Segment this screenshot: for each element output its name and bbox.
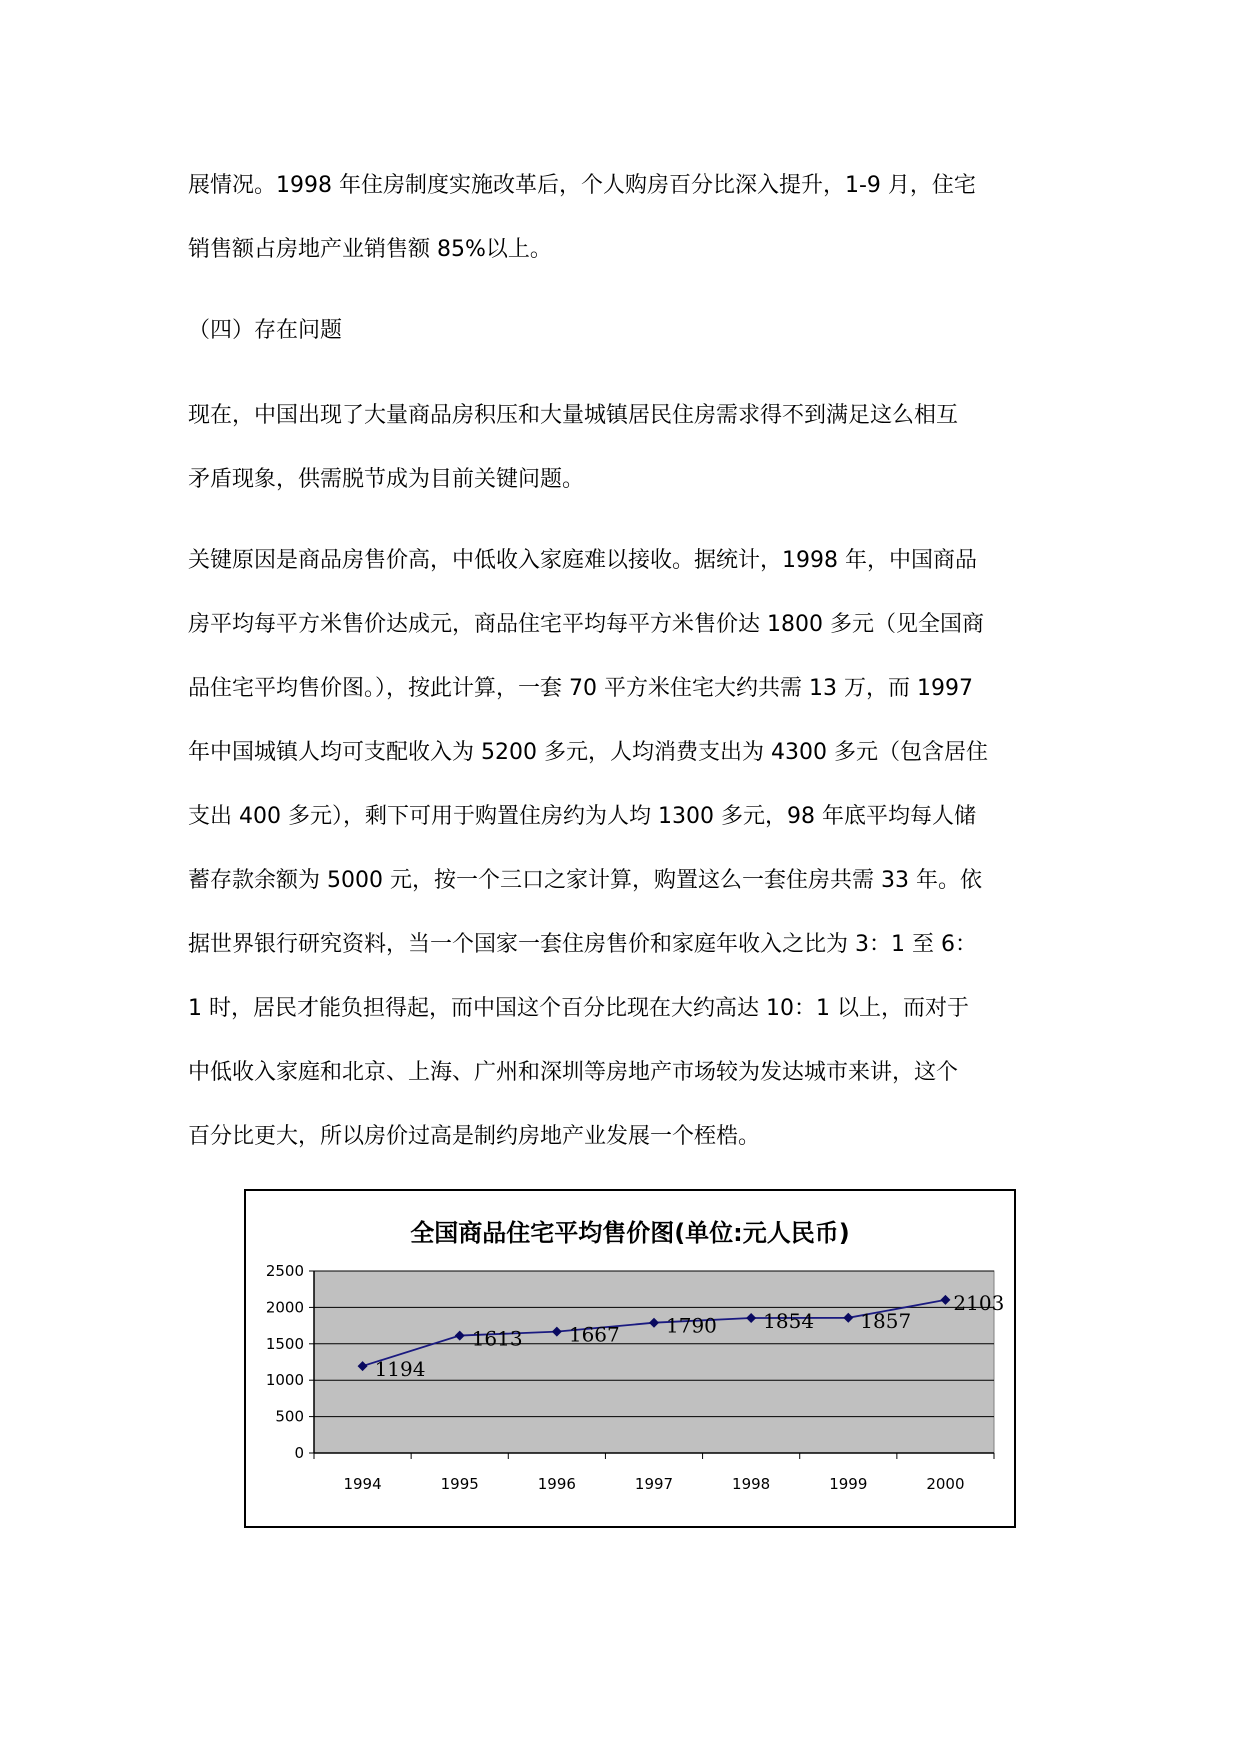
price-chart <box>244 1189 1016 1528</box>
x-tick-label: 1999 <box>829 1475 868 1493</box>
data-label: 2103 <box>953 1290 1005 1315</box>
data-label: 1790 <box>666 1313 717 1338</box>
paragraph-price-analysis <box>188 529 1068 1169</box>
x-tick-label: 1998 <box>732 1475 771 1493</box>
x-tick-label: 1995 <box>440 1475 479 1493</box>
y-tick-label: 1000 <box>265 1371 304 1390</box>
data-label: 1194 <box>374 1357 426 1382</box>
text-line: 销售额占房地产业销售额 85%以上。 <box>188 237 552 262</box>
text-line: 年中国城镇人均可支配收入为 5200 多元，人均消费支出为 4300 多元（包含居住 <box>188 740 988 765</box>
paragraph-housing-sales <box>188 154 1068 282</box>
y-tick-label: 2000 <box>265 1298 304 1317</box>
text-line: （四）存在问题 <box>188 318 343 343</box>
text-line: 蓄存款余额为 5000 元，按一个三口之家计算，购置这么一套住房共需 33 年。依 <box>188 868 982 893</box>
text-line: 矛盾现象，供需脱节成为目前关键问题。 <box>188 467 585 492</box>
text-line: 据世界银行研究资料，当一个国家一套住房售价和家庭年收入之比为 3：1 至 6： <box>188 932 977 957</box>
text-line: 展情况。1998 年住房制度实施改革后，个人购房百分比深入提升，1-9 月，住宅 <box>188 173 976 198</box>
data-label: 1613 <box>471 1326 523 1351</box>
x-tick-label: 1994 <box>343 1475 382 1493</box>
x-tick-label: 1997 <box>634 1475 674 1493</box>
y-tick-label: 2500 <box>265 1262 304 1280</box>
data-label: 1857 <box>860 1308 912 1333</box>
text-line: 支出 400 多元），剩下可用于购置住房约为人均 1300 多元，98 年底平均每人储 <box>188 804 976 829</box>
price-chart-svg <box>246 1191 1014 1526</box>
section-heading-problems <box>188 299 1068 363</box>
text-line: 1 时，居民才能负担得起，而中国这个百分比现在大约高达 10：1 以上，而对于 <box>188 996 969 1021</box>
x-tick-label: 1996 <box>537 1475 576 1493</box>
y-tick-label: 500 <box>275 1407 304 1426</box>
data-label: 1667 <box>568 1322 620 1347</box>
y-tick-label: 1500 <box>265 1334 304 1353</box>
text-line: 品住宅平均售价图。），按此计算，一套 70 平方米住宅大约共需 13 万，而 1997 <box>188 676 973 701</box>
paragraph-supply-demand <box>188 384 1068 512</box>
text-line: 房平均每平方米售价达成元，商品住宅平均每平方米售价达 1800 多元（见全国商 <box>188 612 984 637</box>
y-tick-label: 0 <box>294 1444 304 1462</box>
x-tick-label: 2000 <box>926 1475 965 1493</box>
text-line: 中低收入家庭和北京、上海、广州和深圳等房地产市场较为发达城市来讲，这个 <box>188 1060 959 1085</box>
text-line: 百分比更大，所以房价过高是制约房地产业发展一个桎梏。 <box>188 1124 761 1149</box>
text-line: 现在，中国出现了大量商品房积压和大量城镇居民住房需求得不到满足这么相互 <box>188 403 959 428</box>
text-line: 关键原因是商品房售价高，中低收入家庭难以接收。据统计，1998 年，中国商品 <box>188 548 977 573</box>
chart-title: 全国商品住宅平均售价图(单位:元人民币) <box>410 1219 850 1247</box>
data-label: 1854 <box>763 1309 815 1334</box>
